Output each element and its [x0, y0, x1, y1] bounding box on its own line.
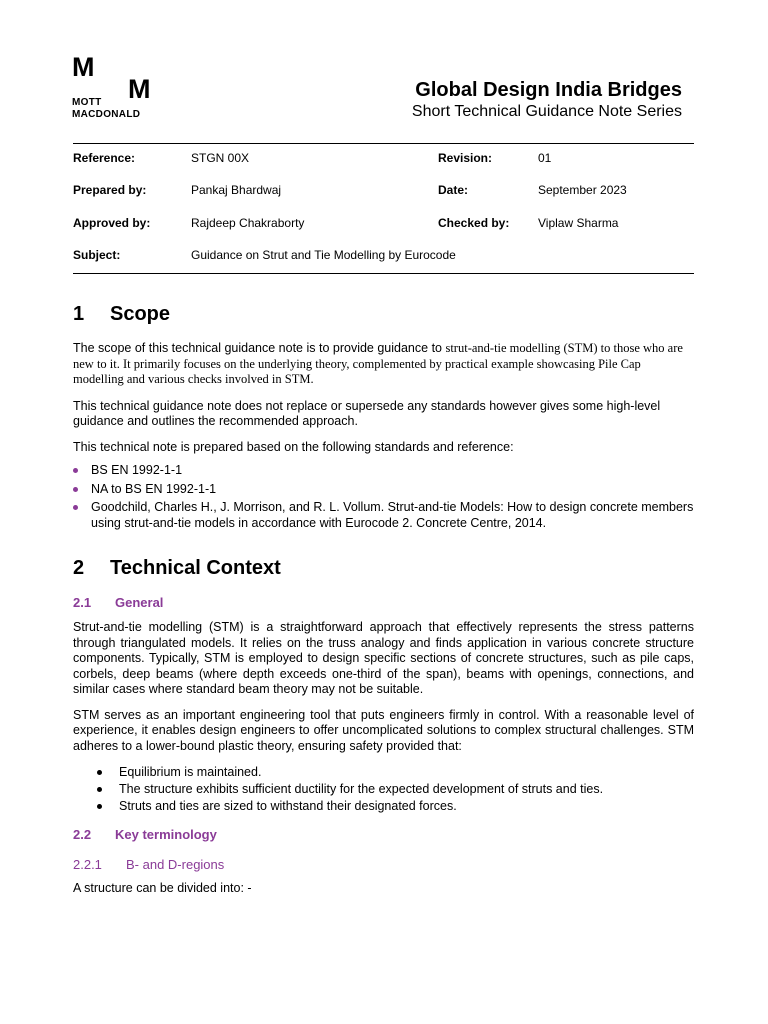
reference-item	[73, 463, 694, 479]
section-1-heading	[73, 300, 694, 328]
logo-mark-right: M	[128, 74, 151, 104]
section-1-number: 1	[73, 303, 85, 325]
checked-label: Checked by:	[438, 216, 510, 230]
general-paragraph-2: STM serves as an important engineering tool that puts engineers firmly in control. With a reasonable level of experience, it enables design engineers to offer uncomplicated solutions to complex structural challenges. STM adheres to a lower-bound plastic theory, ensuring safety provided that:	[73, 707, 694, 753]
reference-item	[73, 500, 694, 531]
revision-label: Revision:	[438, 151, 493, 165]
info-row-prepared	[73, 182, 694, 198]
condition-item	[73, 799, 694, 815]
logo-word-mott: MOTT	[72, 97, 102, 108]
condition-item-text: Struts and ties are sized to withstand their designated forces.	[119, 799, 457, 813]
header-rule-bottom	[73, 273, 694, 274]
reference-list	[73, 463, 694, 531]
document-title: Global Design India Bridges	[415, 79, 682, 101]
section-2-1-number: 2.1	[73, 595, 92, 610]
section-2-heading	[73, 554, 694, 582]
reference-item-text: NA to BS EN 1992-1-1	[91, 481, 217, 496]
info-row-approved	[73, 215, 694, 231]
scope-paragraph-1	[73, 341, 694, 388]
section-2-2-heading	[73, 826, 694, 844]
info-row-reference	[73, 150, 694, 166]
section-2-2-title: Key terminology	[115, 826, 217, 842]
condition-item-text: The structure exhibits sufficient ductility for the expected development of struts and ties.	[119, 782, 604, 796]
info-row-subject	[73, 247, 694, 263]
checked-value: Viplaw Sharma	[538, 216, 619, 230]
bullet-icon	[97, 770, 102, 775]
condition-item-text: Equilibrium is maintained.	[119, 765, 262, 779]
conditions-list	[73, 765, 694, 815]
general-paragraph-1: Strut-and-tie modelling (STM) is a straightforward approach that effectively represents the stress patterns through triangulated models. It relies on the truss analogy and finds application in various concrete structure components. Typically, STM is employed to design specific sections of concrete structures, such as pile caps, corbels, deep beams (where depth exceeds one-third of the span), beams with openings, connections, and similar cases where standard beam theory may not be suitable.	[73, 620, 694, 696]
bullet-icon	[97, 804, 102, 809]
reference-label: Reference:	[73, 151, 136, 165]
bullet-icon	[73, 505, 78, 510]
header-rule-top	[73, 143, 694, 144]
section-2-2-1-title: B- and D-regions	[126, 856, 225, 872]
regions-paragraph: A structure can be divided into: -	[73, 880, 252, 895]
scope-paragraph-1-rest: strut-and-tie modelling (STM) to those who are new to it. It primarily focuses on the underlying theory, complemented by practical example showcasing Pile Cap modelling and various checks involved in STM.	[73, 341, 683, 386]
logo-word-macdonald: MACDONALD	[72, 109, 141, 120]
bullet-icon	[73, 468, 78, 473]
document-subtitle: Short Technical Guidance Note Series	[411, 103, 682, 120]
section-2-2-1-number: 2.2.1	[73, 856, 102, 872]
date-label: Date:	[438, 183, 469, 197]
reference-item-text: Goodchild, Charles H., J. Morrison, and R. L. Vollum. Strut-and-tie Models: How to design concrete members using strut-and-tie models in accordance with Eurocode 2. Concrete Centre, 2014.	[91, 500, 694, 530]
reference-value: STGN 00X	[191, 151, 250, 165]
bullet-icon	[97, 787, 102, 792]
section-2-2-1-heading	[73, 856, 694, 874]
approved-value: Rajdeep Chakraborty	[191, 216, 305, 230]
approved-label: Approved by:	[73, 216, 151, 230]
logo-mark-left: M	[72, 52, 95, 82]
section-2-number: 2	[73, 557, 85, 579]
bullet-icon	[73, 487, 78, 492]
subject-label: Subject:	[73, 248, 121, 262]
reference-item	[73, 482, 694, 498]
section-2-title: Technical Context	[110, 557, 281, 579]
section-2-2-number: 2.2	[73, 826, 92, 842]
scope-paragraph-1-start: The scope of this technical guidance note is to provide guidance to	[73, 341, 446, 355]
document-body	[73, 300, 694, 896]
reference-item-text: BS EN 1992-1-1	[91, 463, 183, 477]
section-2-1-title: General	[115, 595, 164, 610]
section-1-title: Scope	[110, 303, 171, 325]
subject-value: Guidance on Strut and Tie Modelling by Eurocode	[191, 248, 456, 262]
prepared-value: Pankaj Bhardwaj	[191, 183, 282, 197]
section-2-1-heading	[73, 594, 694, 612]
scope-paragraph-3: This technical note is prepared based on the following standards and reference:	[73, 439, 514, 454]
condition-item	[73, 782, 694, 798]
revision-value: 01	[538, 151, 552, 165]
prepared-label: Prepared by:	[73, 183, 147, 197]
scope-paragraph-2: This technical guidance note does not replace or supersede any standards however gives some high-level guidance and outlines the recommended approach.	[73, 398, 661, 428]
mott-macdonald-logo	[72, 54, 172, 124]
date-value: September 2023	[538, 183, 627, 197]
condition-item	[73, 765, 694, 781]
